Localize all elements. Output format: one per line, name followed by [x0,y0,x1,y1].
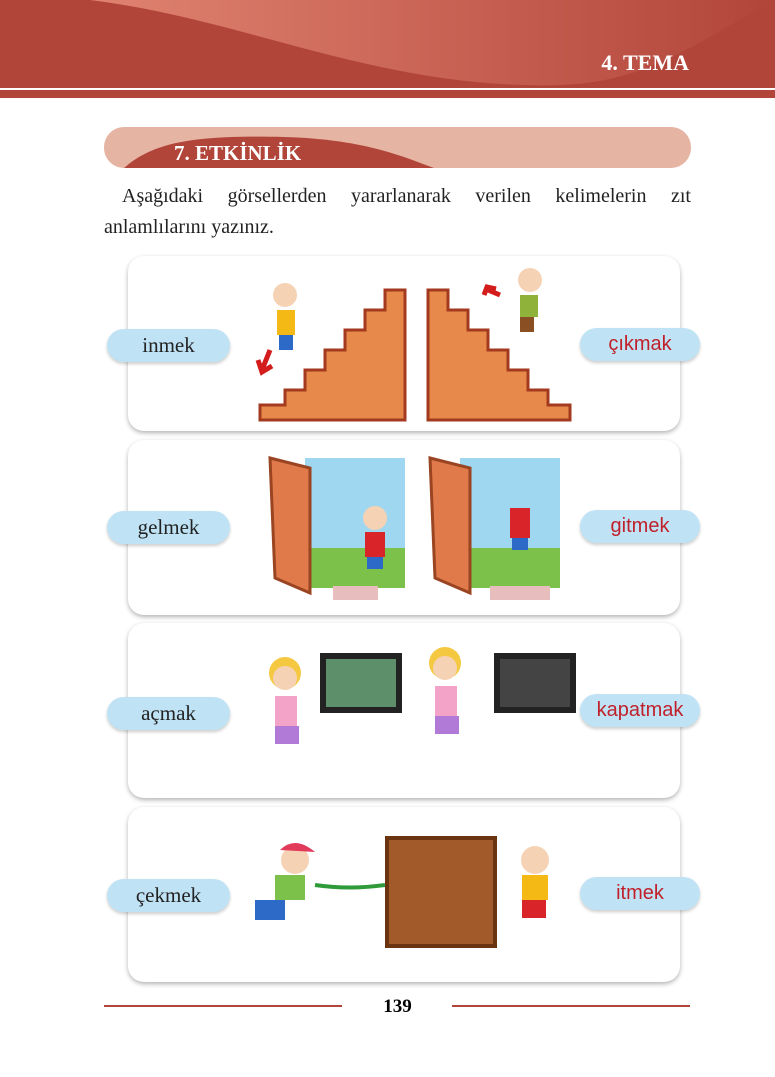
word-pill-inmek: inmek [107,329,230,362]
tv-illustration [260,638,580,788]
doors-illustration [265,448,565,608]
footer-line-left [104,1005,342,1007]
answer-pill-kapatmak[interactable]: kapatmak [580,694,700,727]
answer-pill-cikmak[interactable]: çıkmak [580,328,700,361]
word-pill-acmak: açmak [107,697,230,730]
word-pill-gelmek: gelmek [107,511,230,544]
stairs-illustration [250,265,580,425]
answer-pill-gitmek[interactable]: gitmek [580,510,700,543]
activity-title: 7. ETKİNLİK [174,141,302,165]
answer-pill-itmek[interactable]: itmek [580,877,700,910]
box-illustration [230,830,580,955]
word-pill-cekmek: çekmek [107,879,230,912]
activity-banner [104,127,691,168]
instruction-text: Aşağıdaki görsellerden yararlanarak verilen kelimelerin zıt anlamlılarını yazınız. [104,185,691,238]
footer-line-right [452,1005,690,1007]
theme-label: 4. TEMA [601,50,689,75]
page-number: 139 [383,996,412,1017]
